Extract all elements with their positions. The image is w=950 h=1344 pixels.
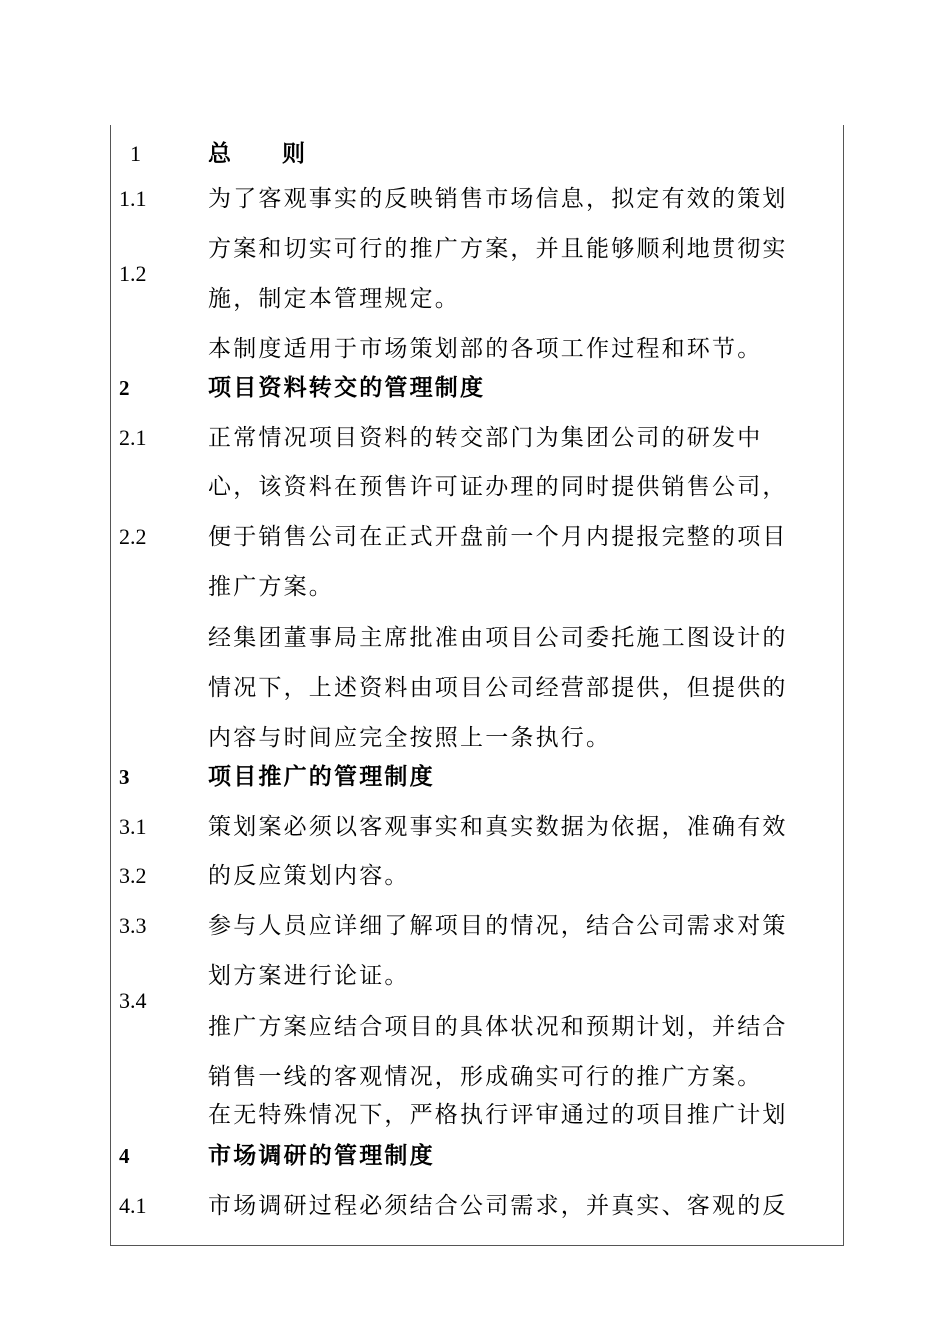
body-line: 推广方案。 [208,574,334,600]
section-number: 3 [119,765,130,789]
section-title: 项目资料转交的管理制度 [208,374,486,401]
clause-number: 1.1 [119,186,147,211]
section-title: 总 则 [208,140,319,167]
body-line: 心，该资料在预售许可证办理的同时提供销售公司， [208,474,788,500]
section-number: 4 [119,1144,130,1168]
body-line: 方案和切实可行的推广方案，并且能够顺利地贯彻实 [208,236,788,262]
section-number: 1 [130,141,141,166]
clause-number: 3.2 [119,863,147,888]
clause-number: 2.1 [119,425,147,450]
body-line: 便于销售公司在正式开盘前一个月内提报完整的项目 [208,524,788,550]
clause-number: 4.1 [119,1193,147,1218]
body-line: 市场调研过程必须结合公司需求，并真实、客观的反 [208,1193,788,1219]
clause-number: 2.2 [119,524,147,549]
body-line: 内容与时间应完全按照上一条执行。 [208,725,612,751]
body-line: 在无特殊情况下，严格执行评审通过的项目推广计划 [208,1102,788,1128]
body-line: 施，制定本管理规定。 [208,286,460,312]
body-line: 本制度适用于市场策划部的各项工作过程和环节。 [208,336,763,362]
section-title: 市场调研的管理制度 [208,1142,435,1169]
section-title: 项目推广的管理制度 [208,763,435,790]
body-line: 推广方案应结合项目的具体状况和预期计划，并结合 [208,1014,788,1040]
body-line: 参与人员应详细了解项目的情况，结合公司需求对策 [208,913,788,939]
body-line: 划方案进行论证。 [208,963,410,989]
clause-number: 3.4 [119,988,147,1013]
body-line: 的反应策划内容。 [208,863,410,889]
clause-number: 1.2 [119,261,147,286]
clause-number: 3.1 [119,814,147,839]
body-line: 经集团董事局主席批准由项目公司委托施工图设计的 [208,625,788,651]
body-line: 情况下，上述资料由项目公司经营部提供，但提供的 [208,675,788,701]
section-number: 2 [119,376,130,400]
body-line: 策划案必须以客观事实和真实数据为依据，准确有效 [208,814,788,840]
clause-number: 3.3 [119,913,147,938]
body-line: 正常情况项目资料的转交部门为集团公司的研发中 [208,425,763,451]
body-line: 销售一线的客观情况，形成确实可行的推广方案。 [208,1064,763,1090]
body-line: 为了客观事实的反映销售市场信息，拟定有效的策划 [208,186,788,212]
